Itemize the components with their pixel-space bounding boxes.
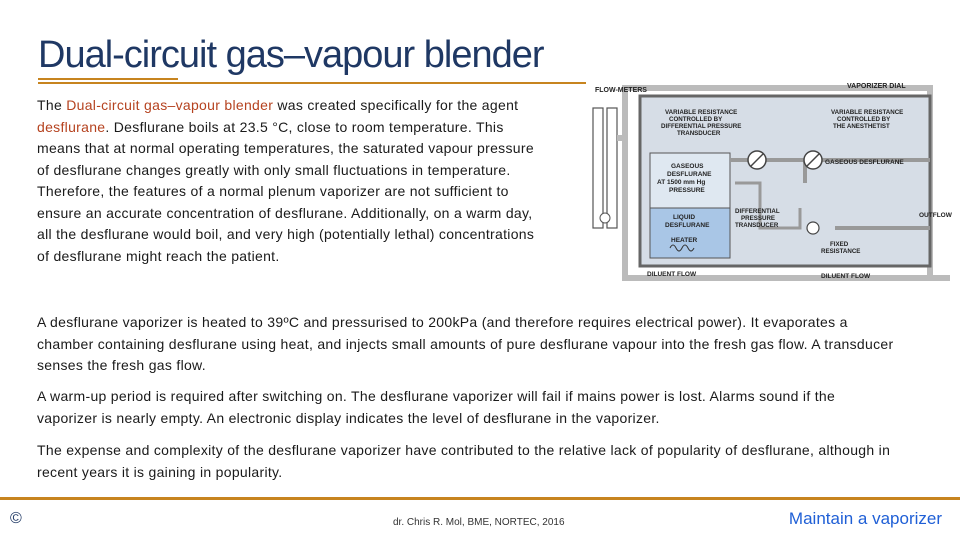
svg-text:GASEOUS DESFLURANE: [825, 159, 904, 166]
svg-text:FLOW-METERS: [595, 87, 647, 94]
gaseous-right-label: GASEOUS DESFLURANE: [825, 159, 904, 166]
intro-rest: . Desflurane boils at 23.5 °C, close to room temperature. This means that at normal operating temperatures, the saturated vapour pressure of desflurane changes greatly with only small fluctuations in temperature. Therefore, the features of a normal plenum vaporizer are not sufficient to ensure an accurate concentration of desflurane. Additionally, on a warm day, all the desflurane would boil, and very high (potentially lethal) concentrations of desflurane might reach the patient.: [37, 118, 535, 264]
outflow-label: OUTFLOW: [919, 212, 952, 219]
svg-text:OUTFLOW: [919, 212, 953, 219]
fixed-res-label: FIXED RESISTANCE: [821, 241, 861, 255]
slide-title: Dual-circuit gas–vapour blender: [38, 34, 544, 76]
intro-agent: desflurane: [37, 118, 106, 135]
paragraph-expense: The expense and complexity of the desflurane vaporizer have contributed to the relative lack of popularity of desflurane, although in recent years it is gaining in popularity.: [37, 442, 891, 480]
liquid-label: LIQUID DESFLURANE: [665, 214, 710, 229]
intro-mid: was created specifically for the agent: [273, 97, 519, 113]
var-res-left-label: VARIABLE RESISTANCE CONTROLLED BY DIFFERENTIAL PRESSURE TRANSDUCER: [661, 109, 742, 137]
vaporizer-dial-label: VAPORIZER DIAL: [847, 83, 906, 90]
footer-credit: dr. Chris R. Mol, BME, NORTEC, 2016: [393, 517, 565, 528]
diff-pressure-label: DIFFERENTIAL PRESSURE TRANSDUCER: [735, 208, 780, 229]
gaseous-left-label: GASEOUS DESFLURANE AT 1500 mm Hg PRESSURE: [657, 163, 712, 194]
title-underline-accent: [38, 78, 178, 80]
desflurane-vaporizer-diagram: [585, 78, 955, 298]
svg-text:VAPORIZER DIAL: [847, 83, 906, 90]
diluent-right-label: DILUENT FLOW: [821, 273, 871, 280]
diluent-left-label: DILUENT FLOW: [647, 271, 697, 278]
paragraph-heating: A desflurane vaporizer is heated to 39ºC and pressurised to 200kPa (and therefore requires electrical power). It evaporates a chamber containing desflurane using heat, and injects small amounts of pure desflurane vapour into the fresh gas flow. A transducer senses the fresh gas flow.: [37, 314, 894, 373]
paragraph-warmup: A warm-up period is required after switching on. The desflurane vaporizer will fail if mains power is lost. Alarms sound if the vaporizer is nearly empty. An electronic display indicates the level of desflurane in the vaporizer.: [37, 388, 836, 426]
maintain-vaporizer-link[interactable]: Maintain a vaporizer: [788, 509, 942, 528]
var-res-right-label: VARIABLE RESISTANCE CONTROLLED BY THE ANESTHETIST: [831, 109, 904, 130]
svg-text:DILUENT FLOW: [821, 273, 871, 280]
copyright-symbol: ©: [10, 510, 22, 527]
intro-pre: The: [37, 97, 67, 113]
intro-term: Dual-circuit gas–vapour blender: [66, 97, 274, 113]
svg-text:HEATER: [671, 237, 698, 244]
heater-label: HEATER: [671, 237, 698, 244]
title-underline: [38, 82, 586, 84]
flowmeters-label: FLOW-METERS: [595, 87, 647, 94]
svg-text:DILUENT FLOW: [647, 271, 697, 278]
intro-paragraph: [37, 95, 537, 267]
